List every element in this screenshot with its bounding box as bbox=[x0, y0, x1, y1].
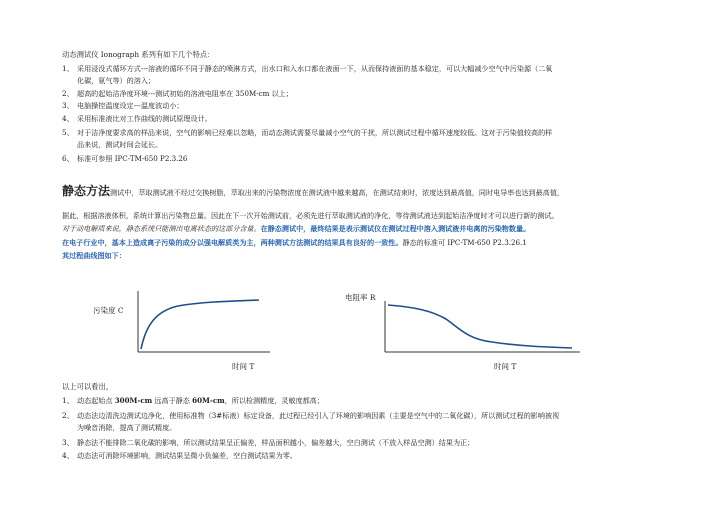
right-xlabel: 时间 T bbox=[494, 362, 517, 371]
left-curve bbox=[141, 300, 259, 349]
feature-6-num: 6、 bbox=[62, 154, 74, 163]
left-chart bbox=[93, 291, 270, 371]
feature-2-num: 2、 bbox=[62, 89, 74, 98]
conclusion-4-num: 4、 bbox=[62, 451, 74, 460]
method-line-1 bbox=[62, 184, 565, 198]
right-ylabel: 电阻率 R bbox=[345, 293, 376, 302]
method-line-3 bbox=[62, 224, 530, 233]
left-xlabel: 时间 T bbox=[232, 362, 255, 371]
left-ylabel: 污染度 C bbox=[93, 306, 124, 315]
feature-5-num: 5、 bbox=[62, 128, 74, 137]
method-text-1: 测试中，萃取测试液不经过交换树脂，萃取出来的污染物浓度在测试液中越来越高，在测试结束时，浓度达到最高值，同时电导率也达到最高值， bbox=[110, 188, 565, 197]
method-blue-1: 在静态测试中，最终结果是表示测试仪在测试过程中溶入测试液并电离的污染物数量。 bbox=[260, 224, 531, 233]
conclusion-2-text: 动态法边清洗边测试边净化，使用标准物（3#标液）标定设备，此过程已经引入了环境的影响因素（主要是空气中的二氧化碳），所以测试过程的影响被视 bbox=[77, 411, 560, 420]
conclusion-1-post: ，所以检测精度，灵敏度都高； bbox=[224, 396, 324, 405]
conclusion-1-num: 1、 bbox=[62, 396, 74, 405]
conclusion-2-text-cont: 为噪音消除，提高了测试精度。 bbox=[77, 423, 177, 432]
feature-1-num: 1、 bbox=[62, 64, 74, 73]
conclusion-4-text: 动态法可消除环境影响，测试结果呈微小负偏差，空白测试结果为零。 bbox=[77, 451, 297, 460]
feature-2-text: 超高的起始洁净度环境---测试初始的溶液电阻率在 350M-cm 以上； bbox=[77, 89, 293, 98]
method-line-2: 据此，根据溶液体积，系统计算出污染物总量。因此在下一次开始测试前，必须先进行萃取测试液的净化，等待测试液达到起始洁净度时才可以进行新的测试。 bbox=[62, 211, 559, 220]
intro-text: 动态测试仪 Ionograph 系列有如下几个特点： bbox=[62, 50, 215, 59]
conclusion-1-pre: 动态起始点 bbox=[77, 396, 115, 405]
feature-5-text: 对于洁净度要求高的样品来说，空气的影响已经难以忽略，而动态测试需要尽量减小空气的干扰，所以测试过程中循环速度较低。这对于污染值较高的样 bbox=[77, 128, 553, 137]
feature-3-text: 电脑操控温度设定---温度波动小； bbox=[77, 101, 184, 110]
conclusion-1-value-dynamic: 300M-cm bbox=[114, 396, 153, 405]
method-line-4 bbox=[62, 238, 527, 247]
method-standard: 静态的标准可 IPC-TM-650 P2.3.26.1 bbox=[402, 238, 527, 247]
feature-6-text: 标准可参照 IPC-TM-650 P2.3.26 bbox=[77, 154, 188, 163]
method-title: 静态方法 bbox=[62, 184, 111, 198]
feature-4-num: 4、 bbox=[62, 114, 74, 123]
right-chart bbox=[345, 292, 580, 371]
conclusion-1-text bbox=[77, 396, 324, 405]
method-blue-2: 在电子行业中，基本上造成离子污染的成分以强电解质类为主，两种测试方法测试的结果具有良好的一致性。 bbox=[62, 238, 403, 247]
conclusion-3-text: 静态法不能排除二氧化碳的影响，所以测试结果呈正偏差，样品面积越小，偏差越大，空白测试（不放入样品空测）结果为正； bbox=[77, 438, 475, 447]
conclusion-intro: 以上可以看出， bbox=[62, 382, 114, 391]
feature-3-num: 3、 bbox=[62, 101, 74, 110]
conclusion-1-mid: 远高于静态 bbox=[152, 396, 193, 405]
conclusion-3-num: 3、 bbox=[62, 438, 74, 447]
feature-1-text: 采用浸没式循环方式---溶液的循环不同于静态的喷淋方式，出水口和入水口都在液面一下，从而保持液面的基本稳定，可以大幅减少空气中污染源（二氧 bbox=[77, 64, 553, 73]
feature-4-text: 采用标准液比对工作曲线的测试原理设计。 bbox=[77, 114, 212, 123]
method-italic: 对于动电解质来说，静态系统只能测出电离状态的这部分含量。 bbox=[62, 224, 261, 233]
feature-5-text-cont: 品来说，测试时间会延长。 bbox=[77, 140, 163, 149]
curve-label: 其过程曲线图如下： bbox=[62, 251, 126, 260]
conclusion-2-num: 2、 bbox=[62, 411, 74, 420]
right-curve bbox=[388, 305, 572, 348]
conclusion-1-value-static: 60M-cm bbox=[192, 396, 225, 405]
feature-1-text-cont: 化碳，氨气等）的溶入； bbox=[77, 76, 156, 85]
